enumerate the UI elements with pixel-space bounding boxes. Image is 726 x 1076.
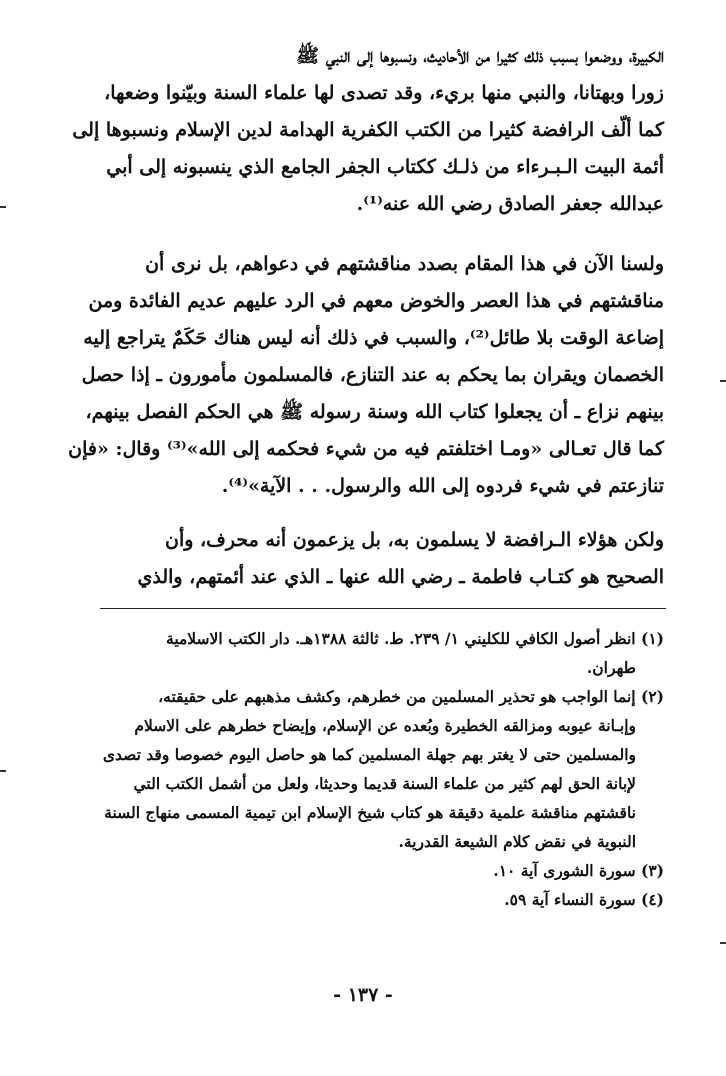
footnotes [104, 624, 664, 914]
text-line: ولسنا الآن في هذا المقام بصدد مناقشتهم في دعواهم، بل نرى أن [145, 253, 664, 275]
footnote-line: وإبـانة عيوبه ومزالقه الخطيرة وبُعده عن الإسلام، وإيضاح خطرهم على الاسلام [134, 716, 636, 735]
paragraph-2 [68, 246, 664, 505]
text-line: تنازعتم في شيء فردوه إلى الله والرسول. . . الآية»⁽⁴⁾. [221, 475, 664, 497]
text-line: أئمة البيت الـبـرءاء من ذلـك ككتاب الجفر الجامع الذي ينسبونه إلى أبي [106, 156, 664, 178]
footnote-divider [100, 608, 666, 609]
footnote-line: النبوية في نقض كلام الشيعة القدرية. [398, 832, 636, 851]
footnote-line: (٣) سورة الشورى آية ١٠. [493, 861, 664, 880]
footnote-line: (٤) سورة النساء آية ٥٩. [504, 890, 664, 909]
text-line: كما قال تعـالى «ومـا اختلفتم فيه من شيء فحكمه إلى الله»⁽³⁾ وقال: «فإن [68, 438, 664, 460]
footnote-line: والمسلمين حتى لا يغتر بهم جهلة المسلمين كما هو حاصل اليوم خصوصا وقد تصدى [102, 745, 636, 764]
text-line: مناقشتهم في هذا العصر والخوض معهم في الرد عليهم عديم الفائدة ومن [88, 290, 664, 312]
footnote-line: ناقشتهم مناقشة علمية دقيقة هو كتاب شيخ الإسلام ابن تيمية المسمى منهاج السنة [104, 803, 636, 822]
text-line: ولكن هؤلاء الـرافضة لا يسلمون به، بل يزعمون أنه محرف، وأن [165, 529, 664, 551]
scan-edge-mark [0, 770, 6, 772]
text-line: زورا وبهتانا، والنبي منها بريء، وقد تصدى لها علماء السنة وبيّنوا وضعها، [104, 82, 664, 104]
text-line: الخصمان ويقران بما يحكم به عند التنازع، فالمسلمون مأمورون ـ إذا حصل [81, 364, 664, 386]
scan-edge-mark [720, 942, 726, 944]
scan-edge-mark [0, 206, 6, 208]
footnote-4 [104, 885, 664, 914]
text-line: بينهم نزاع ـ أن يجعلوا كتاب الله وسنة رسوله ﷺ هي الحكم الفصل بينهم، [85, 401, 664, 423]
paragraph-3 [104, 522, 664, 596]
footnote-1 [104, 624, 664, 682]
footnote-line: لإبانة الحق لهم كثير من علماء السنة قديما وحديثا، ولعل من أشمل الكتب التي [133, 774, 636, 793]
footnote-line: طهران. [586, 658, 636, 677]
text-line: كما ألّف الرافضة كثيرا من الكتب الكفرية الهدامة لدين الإسلام ونسبوها إلى [72, 119, 664, 141]
footnote-2 [104, 682, 664, 856]
text-line: الصحيح هو كتـاب فاطمة ـ رضي الله عنها ـ الذي عند أئمتهم، والذي [137, 566, 664, 588]
page-number: - ١٣٧ - [333, 984, 393, 1006]
text-line: إضاعة الوقت بلا طائل⁽²⁾، والسبب في ذلك أنه ليس هناك حَكَمٌ يتراجع إليه [83, 327, 664, 349]
text-line: عبدالله جعفر الصادق رضي الله عنه⁽¹⁾. [356, 193, 664, 215]
scan-edge-mark [720, 380, 726, 382]
footnote-3 [104, 856, 664, 885]
paragraph-1 [72, 38, 664, 223]
footnote-line: (٢) إنما الواجب هو تحذير المسلمين من خطرهم، وكشف مذهبهم على حقيقته، [158, 687, 664, 706]
text-line: الكبيرة، ووضعوا بسبب ذلك كثيرا من الأحاديث، ونسبوها إلى النبي ﷺ [296, 45, 664, 67]
footnote-line: (١) انظر أصول الكافي للكليني ١/ ٢٣٩. ط. ثالثة ١٣٨٨هـ. دار الكتب الاسلامية [166, 629, 664, 648]
